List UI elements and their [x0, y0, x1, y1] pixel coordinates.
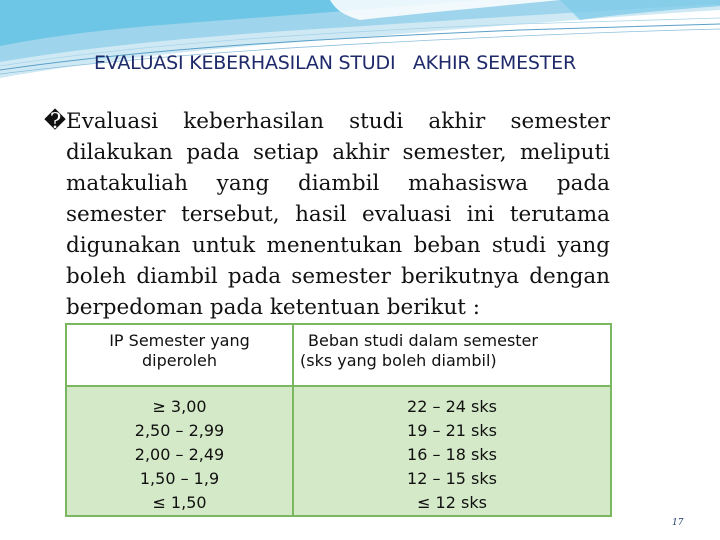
sks-value: 12 – 15 sks	[407, 469, 497, 488]
sks-values-cell	[293, 386, 611, 516]
sks-value: 22 – 24 sks	[407, 397, 497, 416]
evaluation-table	[65, 323, 612, 517]
body-paragraph	[44, 106, 610, 323]
sks-value: 19 – 21 sks	[407, 421, 497, 440]
sks-value: ≤ 12 sks	[417, 493, 487, 512]
ip-value: 2,50 – 2,99	[134, 421, 225, 440]
ip-value: 2,00 – 2,49	[134, 445, 225, 464]
header-ip-line1: IP Semester yang	[109, 331, 250, 350]
header-wave-decoration	[0, 0, 720, 90]
table-row	[66, 386, 611, 516]
header-ip-semester	[66, 324, 293, 386]
ip-values-cell	[66, 386, 293, 516]
ip-value: ≥ 3,00	[152, 397, 207, 416]
sks-value: 16 – 18 sks	[407, 445, 497, 464]
header-beban-studi	[293, 324, 611, 386]
body-text: Evaluasi keberhasilan studi akhir semester dilakukan pada setiap akhir semester, meliputi matakuliah yang diambil mahasiswa pada semester tersebut, hasil evaluasi ini terutama digunakan untuk menentukan beban studi yang boleh diambil pada semester berikutnya dengan berpedoman pada ketentuan berikut :	[66, 109, 610, 320]
slide-title: EVALUASI KEBERHASILAN STUDI AKHIR SEMESTER	[93, 52, 576, 74]
header-beban-line1: Beban studi dalam semester	[308, 331, 538, 350]
ip-value: ≤ 1,50	[152, 493, 207, 512]
ip-value: 1,50 – 1,9	[139, 469, 220, 488]
page-number: 17	[672, 518, 684, 528]
table-header-row	[66, 324, 611, 386]
header-ip-line2: diperoleh	[141, 351, 218, 370]
header-beban-line2: (sks yang boleh diambil)	[300, 351, 497, 370]
bullet-glyph: �	[44, 109, 67, 134]
